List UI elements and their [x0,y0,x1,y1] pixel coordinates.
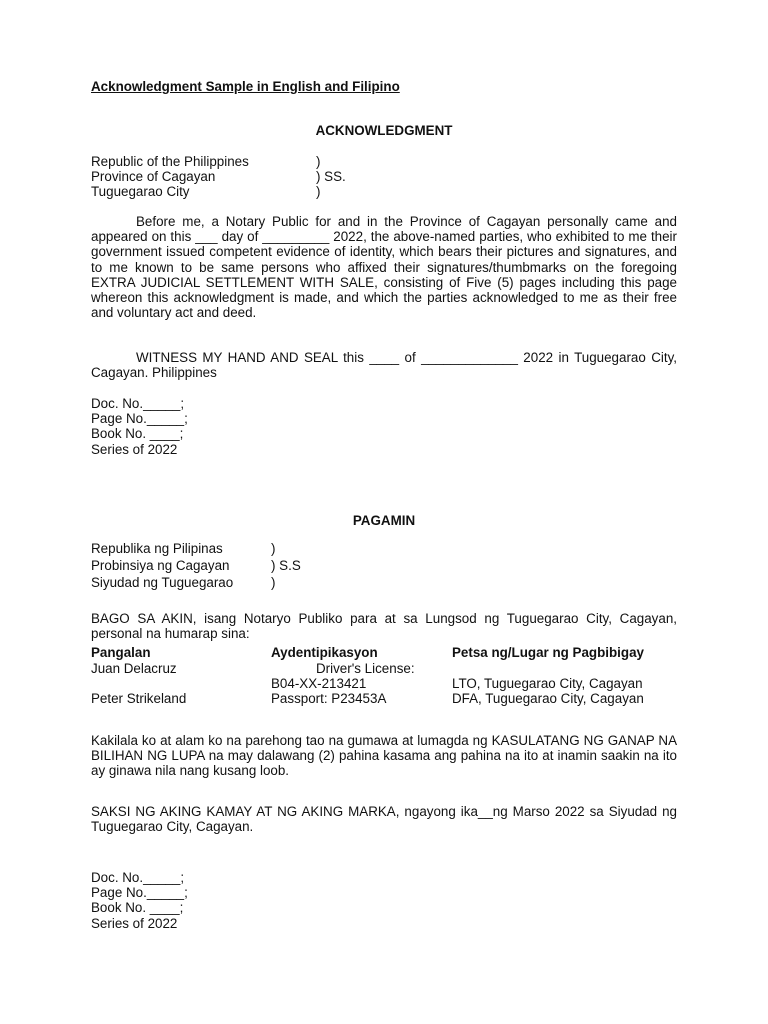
table-row [91,661,682,676]
notarial-register-filipino [91,870,188,931]
venue-mark: ) [271,575,276,590]
venue-place: Province of Cagayan [91,169,216,185]
kakilala-paragraph [91,733,677,779]
table-header-row [91,644,682,661]
column-header-id: Aydentipikasyon [271,644,378,660]
party-id: Passport: P23453A [271,691,387,707]
pagamin-heading: PAGAMIN [352,513,416,528]
venue-line [91,169,346,185]
party-id-type: Driver's License: [316,661,415,676]
table-row [91,676,682,691]
venue-mark: ) SS. [316,169,346,185]
party-name: Peter Strikeland [91,691,187,707]
party-name: Juan Delacruz [91,661,177,676]
book-no: Book No. ____; [91,900,184,916]
series: Series of 2022 [91,441,178,457]
venue-line [91,575,276,592]
venue-place: Tuguegarao City [91,184,190,200]
series: Series of 2022 [91,915,178,931]
venue-line [91,541,276,558]
doc-no: Doc. No._____; [91,396,185,411]
venue-block-filipino [91,541,301,592]
acknowledgment-heading: ACKNOWLEDGMENT [315,123,453,138]
venue-mark: ) [271,541,276,556]
acknowledgment-paragraph [91,214,677,320]
venue-line [91,154,321,169]
paragraph-text: WITNESS MY HAND AND SEAL this ____ of _____________ 2022 in Tuguegarao City, Cagayan. Philippines [91,350,677,381]
venue-line [91,558,301,575]
column-header-name: Pangalan [91,644,151,660]
paragraph-text: Kakilala ko at alam ko na parehong tao na gumawa at lumagda ng KASULATANG NG GANAP NA BILIHAN NG LUPA na may dalawang (2) pahina kasama ang pahina na ito at inamin saakin na ito ay ginawa nila nang kusang loob. [91,733,677,779]
parties-table-wrapper [91,644,682,707]
party-issue-place: LTO, Tuguegarao City, Cagayan [452,676,643,692]
table-row [91,691,682,706]
parties-table [91,644,682,707]
page-no: Page No._____; [91,411,188,427]
book-no: Book No. ____; [91,426,184,442]
venue-place: Siyudad ng Tuguegarao [91,575,234,590]
venue-mark: ) S.S [271,558,301,573]
venue-line [91,184,321,200]
paragraph-text: SAKSI NG AKING KAMAY AT NG AKING MARKA, ngayong ika__ng Marso 2022 sa Siyudad ng Tuguegarao City, Cagayan. [91,804,677,835]
saksi-paragraph [91,804,677,834]
notarial-register-english [91,396,188,457]
venue-place: Republika ng Pilipinas [91,541,223,556]
column-header-place: Petsa ng/Lugar ng Pagbibigay [452,644,644,660]
venue-place: Republic of the Philippines [91,154,249,169]
document-title: Acknowledgment Sample in English and Filipino [91,79,400,94]
party-id-number: B04-XX-213421 [271,676,367,692]
paragraph-text: Before me, a Notary Public for and in the Province of Cagayan personally came and appeared on this ___ day of _________ 2022, the above-named parties, who exhibited to me their government issued competent evidence of identity, which bears their pictures and signatures, and to me known to be same persons who affixed their signatures/thumbmarks on the foregoing EXTRA JUDICIAL SETTLEMENT WITH SALE, consisting of Five (5) pages including this page whereon this acknowledgment is made, and which the parties acknowledged to me as their free and voluntary act and deed. [91,214,677,321]
page-no: Page No._____; [91,885,188,901]
doc-no: Doc. No._____; [91,870,185,885]
paragraph-text: BAGO SA AKIN, isang Notaryo Publiko para at sa Lungsod ng Tuguegarao City, Cagayan, personal na humarap sina: [91,611,677,642]
venue-place: Probinsiya ng Cagayan [91,558,230,573]
party-issue-place: DFA, Tuguegarao City, Cagayan [452,691,644,707]
witness-paragraph [91,350,677,380]
filipino-intro-paragraph [91,611,677,641]
venue-block-english [91,154,346,200]
venue-mark: ) [316,184,321,200]
venue-mark: ) [316,154,321,169]
